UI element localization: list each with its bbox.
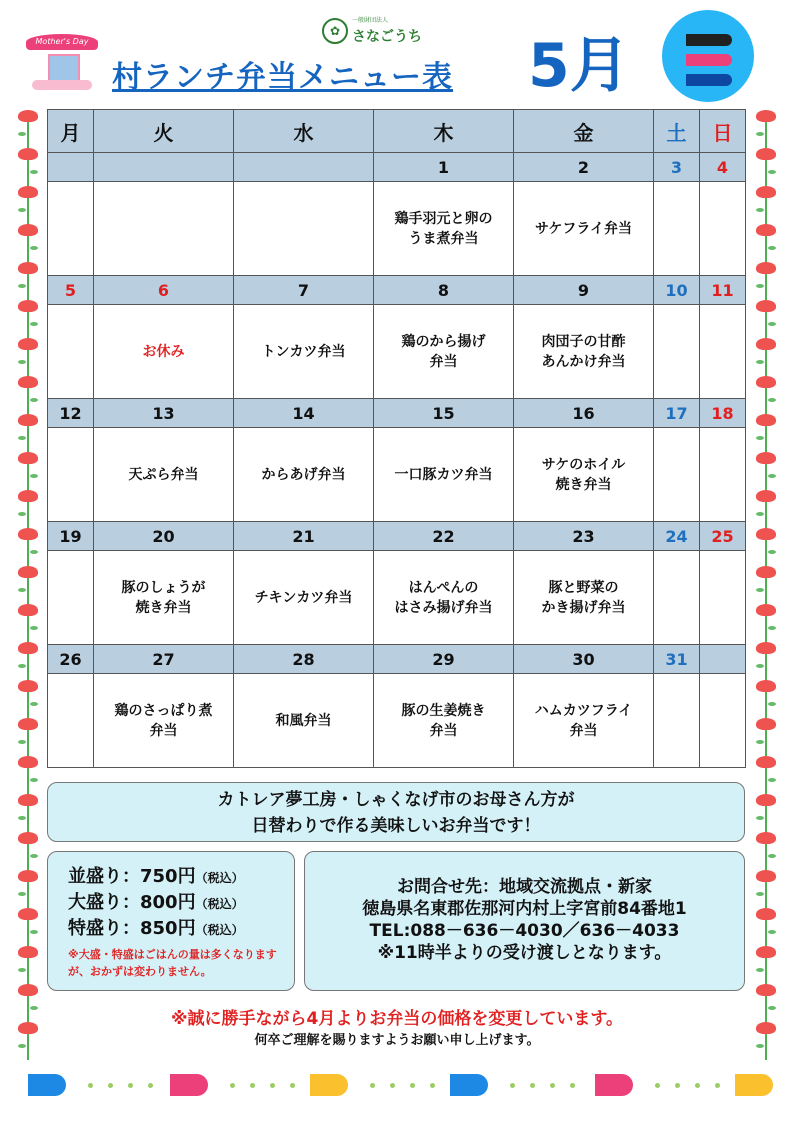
- red-carp-streamer-icon: [686, 54, 732, 66]
- carnation-icon: [18, 300, 38, 312]
- description-box: [47, 782, 745, 842]
- meal-cell: 天ぷら弁当: [94, 428, 234, 522]
- meal-cell: [700, 182, 746, 276]
- dot-icon: [88, 1083, 93, 1088]
- weekday-2: 水: [234, 110, 374, 153]
- carnation-icon: [756, 984, 776, 996]
- leaf-icon: [768, 322, 776, 326]
- dot-icon: [390, 1083, 395, 1088]
- price-label: 大盛り：: [68, 892, 140, 913]
- meal-cell: サケのホイル 焼き弁当: [514, 428, 654, 522]
- dot-icon: [250, 1083, 255, 1088]
- meal-cell: チキンカツ弁当: [234, 551, 374, 645]
- date-cell: [48, 153, 94, 182]
- contact-phone: TEL:088－636－4030／636－4033: [369, 921, 680, 941]
- carnation-icon: [18, 946, 38, 958]
- org-type-label: 一般財団法人: [352, 17, 389, 24]
- leaf-icon: [18, 360, 26, 364]
- tax-label: （税込）: [195, 871, 244, 885]
- date-cell: 8: [374, 276, 514, 305]
- carnation-icon: [756, 148, 776, 160]
- meal-cell: [48, 305, 94, 399]
- dot-icon: [530, 1083, 535, 1088]
- month-label: 5月: [528, 31, 630, 101]
- meal-cell: お休み: [94, 305, 234, 399]
- date-cell: 5: [48, 276, 94, 305]
- tax-label: （税込）: [195, 897, 244, 911]
- leaf-icon: [18, 436, 26, 440]
- leaf-icon: [768, 550, 776, 554]
- carnation-icon: [18, 110, 38, 122]
- meal-cell: [654, 305, 700, 399]
- meal-cell: 鶏手羽元と卵の うま煮弁当: [374, 182, 514, 276]
- leaf-icon: [18, 968, 26, 972]
- carnation-icon: [18, 756, 38, 768]
- leaf-icon: [18, 588, 26, 592]
- carnation-icon: [756, 528, 776, 540]
- carnation-icon: [18, 376, 38, 388]
- leaf-icon: [30, 626, 38, 630]
- leaf-icon: [756, 208, 764, 212]
- carnation-icon: [756, 224, 776, 236]
- carnation-icon: [756, 718, 776, 730]
- carnation-icon: [18, 908, 38, 920]
- leaf-icon: [756, 892, 764, 896]
- carp-streamer-icon: [28, 1074, 66, 1096]
- date-cell: 21: [234, 522, 374, 551]
- meal-cell: 鶏のさっぱり煮 弁当: [94, 674, 234, 768]
- meal-cell: [48, 674, 94, 768]
- date-cell: 2: [514, 153, 654, 182]
- weekday-4: 金: [514, 110, 654, 153]
- meal-cell: 豚の生姜焼き 弁当: [374, 674, 514, 768]
- leaf-icon: [756, 284, 764, 288]
- meal-cell: サケフライ弁当: [514, 182, 654, 276]
- carnation-icon: [18, 794, 38, 806]
- carnation-icon: [756, 262, 776, 274]
- carnation-icon: [756, 376, 776, 388]
- leaf-icon: [18, 664, 26, 668]
- leaf-icon: [768, 626, 776, 630]
- description-line-1: カトレア夢工房・しゃくなげ市のお母さん方が: [217, 790, 575, 810]
- date-cell: 25: [700, 522, 746, 551]
- blue-carp-streamer-icon: [686, 74, 732, 86]
- meal-cell: [48, 551, 94, 645]
- meal-row: [48, 428, 746, 522]
- carnation-icon: [756, 490, 776, 502]
- meal-cell: ハムカツフライ 弁当: [514, 674, 654, 768]
- carnation-icon: [756, 186, 776, 198]
- tax-label: （税込）: [195, 923, 244, 937]
- carnation-icon: [756, 794, 776, 806]
- date-cell: 17: [654, 399, 700, 428]
- dot-icon: [108, 1083, 113, 1088]
- carp-streamer-icon: [595, 1074, 633, 1096]
- date-cell: 18: [700, 399, 746, 428]
- carnation-icon: [756, 908, 776, 920]
- date-cell: 6: [94, 276, 234, 305]
- carnation-icon: [756, 832, 776, 844]
- carnation-icon: [756, 338, 776, 350]
- date-row: [48, 153, 746, 182]
- leaf-icon: [30, 322, 38, 326]
- leaf-icon: [756, 360, 764, 364]
- calendar-body: [48, 153, 746, 768]
- leaf-icon: [756, 664, 764, 668]
- price-change-notice: ※誠に勝手ながら4月よりお弁当の価格を変更しています。: [171, 1009, 623, 1029]
- meal-cell: 豚と野菜の かき揚げ弁当: [514, 551, 654, 645]
- meal-cell: はんぺんの はさみ揚げ弁当: [374, 551, 514, 645]
- carnation-icon: [756, 870, 776, 882]
- meal-row: [48, 305, 746, 399]
- carnation-icon: [756, 604, 776, 616]
- dot-icon: [715, 1083, 720, 1088]
- carnation-icon: [756, 756, 776, 768]
- carnation-icon: [18, 566, 38, 578]
- meal-cell: トンカツ弁当: [234, 305, 374, 399]
- carnation-icon: [18, 642, 38, 654]
- weekday-5: 土: [654, 110, 700, 153]
- meal-cell: [654, 428, 700, 522]
- weekday-header-row: [48, 110, 746, 153]
- meal-cell: [48, 428, 94, 522]
- meal-cell: 肉団子の甘酢 あんかけ弁当: [514, 305, 654, 399]
- dot-icon: [430, 1083, 435, 1088]
- carnation-vine-right-decoration: [754, 110, 778, 1060]
- leaf-icon: [30, 854, 38, 858]
- weekday-0: 月: [48, 110, 94, 153]
- leaf-icon: [768, 778, 776, 782]
- date-cell: 24: [654, 522, 700, 551]
- meal-cell: [48, 182, 94, 276]
- carnation-icon: [756, 110, 776, 122]
- leaf-icon: [30, 702, 38, 706]
- menu-calendar: [47, 109, 746, 768]
- price-extra-large: [68, 914, 294, 940]
- leaf-icon: [18, 132, 26, 136]
- leaf-icon: [30, 930, 38, 934]
- carnation-icon: [18, 718, 38, 730]
- meal-cell: 豚のしょうが 焼き弁当: [94, 551, 234, 645]
- flowers-icon: [32, 80, 92, 90]
- date-cell: 14: [234, 399, 374, 428]
- carnation-icon: [18, 528, 38, 540]
- leaf-icon: [756, 132, 764, 136]
- leaf-icon: [30, 778, 38, 782]
- leaf-icon: [756, 816, 764, 820]
- pickup-time-note: ※11時半よりの受け渡しとなります。: [377, 943, 672, 963]
- price-box: [47, 851, 295, 991]
- description-line-2: 日替わりで作る美味しいお弁当です！: [251, 816, 541, 836]
- date-cell: 13: [94, 399, 234, 428]
- meal-cell: からあげ弁当: [234, 428, 374, 522]
- meal-cell: [700, 674, 746, 768]
- meal-cell: [700, 305, 746, 399]
- meal-cell: [654, 551, 700, 645]
- date-cell: 9: [514, 276, 654, 305]
- price-regular: [68, 862, 294, 888]
- meal-row: [48, 551, 746, 645]
- date-cell: 22: [374, 522, 514, 551]
- leaf-icon: [756, 588, 764, 592]
- meal-cell: [700, 551, 746, 645]
- carnation-icon: [756, 414, 776, 426]
- dot-icon: [510, 1083, 515, 1088]
- date-cell: [234, 153, 374, 182]
- org-name: さなごうち: [352, 29, 422, 45]
- date-cell: 12: [48, 399, 94, 428]
- dot-icon: [128, 1083, 133, 1088]
- weekday-1: 火: [94, 110, 234, 153]
- meal-cell: [94, 182, 234, 276]
- portion-note: ※大盛・特盛はごはんの量は多くなりますが、おかずは変わりません。: [68, 948, 277, 978]
- leaf-icon: [30, 474, 38, 478]
- carnation-icon: [18, 414, 38, 426]
- carnation-icon: [756, 566, 776, 578]
- meal-cell: [234, 182, 374, 276]
- carp-streamer-icon: [310, 1074, 348, 1096]
- date-cell: 20: [94, 522, 234, 551]
- date-cell: 28: [234, 645, 374, 674]
- meal-row: [48, 674, 746, 768]
- carnation-icon: [18, 490, 38, 502]
- carnation-icon: [756, 642, 776, 654]
- carnation-icon: [756, 300, 776, 312]
- meal-cell: [654, 674, 700, 768]
- dot-icon: [148, 1083, 153, 1088]
- carnation-icon: [18, 186, 38, 198]
- price-large: [68, 888, 294, 914]
- date-cell: 15: [374, 399, 514, 428]
- carnation-icon: [18, 338, 38, 350]
- date-cell: 31: [654, 645, 700, 674]
- gift-box-icon: [48, 54, 80, 82]
- dot-icon: [655, 1083, 660, 1088]
- mothers-day-ribbon: Mother's Day: [26, 34, 98, 50]
- carnation-icon: [18, 148, 38, 160]
- leaf-icon: [18, 284, 26, 288]
- date-row: [48, 645, 746, 674]
- price-label: 並盛り：: [68, 866, 140, 887]
- carnation-icon: [756, 452, 776, 464]
- leaf-icon: [756, 740, 764, 744]
- carnation-icon: [18, 262, 38, 274]
- date-cell: 4: [700, 153, 746, 182]
- black-carp-streamer-icon: [686, 34, 732, 46]
- page-title: 村ランチ弁当メニュー表: [112, 60, 453, 95]
- leaf-icon: [756, 436, 764, 440]
- dot-icon: [270, 1083, 275, 1088]
- dot-icon: [230, 1083, 235, 1088]
- weekday-6: 日: [700, 110, 746, 153]
- price-value: 850円: [140, 918, 196, 939]
- carnation-icon: [18, 870, 38, 882]
- carnation-vine-left-decoration: [16, 110, 40, 1060]
- price-label: 特盛り：: [68, 918, 140, 939]
- date-cell: 1: [374, 153, 514, 182]
- contact-address: 徳島県名東郡佐那河内村上字宮前84番地1: [362, 899, 687, 919]
- leaf-icon: [768, 854, 776, 858]
- koinobori-circle-icon: [662, 10, 754, 102]
- carnation-icon: [18, 604, 38, 616]
- price-value: 750円: [140, 866, 196, 887]
- leaf-icon: [18, 892, 26, 896]
- meal-cell: 鶏のから揚げ 弁当: [374, 305, 514, 399]
- dot-icon: [570, 1083, 575, 1088]
- date-cell: 10: [654, 276, 700, 305]
- dot-icon: [550, 1083, 555, 1088]
- carnation-icon: [18, 680, 38, 692]
- leaf-icon: [18, 816, 26, 820]
- leaf-icon: [30, 170, 38, 174]
- dot-icon: [370, 1083, 375, 1088]
- meal-row: [48, 182, 746, 276]
- carnation-icon: [18, 452, 38, 464]
- carnation-icon: [18, 832, 38, 844]
- date-row: [48, 276, 746, 305]
- leaf-icon: [768, 170, 776, 174]
- date-cell: [700, 645, 746, 674]
- date-cell: 3: [654, 153, 700, 182]
- date-cell: [94, 153, 234, 182]
- koinobori-footer-decoration: [20, 1070, 780, 1100]
- carnation-icon: [756, 946, 776, 958]
- leaf-icon: [756, 968, 764, 972]
- date-cell: 26: [48, 645, 94, 674]
- meal-cell: 一口豚カツ弁当: [374, 428, 514, 522]
- leaf-icon: [30, 246, 38, 250]
- dot-icon: [290, 1083, 295, 1088]
- leaf-icon: [18, 740, 26, 744]
- date-cell: 16: [514, 399, 654, 428]
- leaf-icon: [18, 512, 26, 516]
- date-cell: 19: [48, 522, 94, 551]
- price-value: 800円: [140, 892, 196, 913]
- contact-box: [304, 851, 745, 991]
- date-cell: 27: [94, 645, 234, 674]
- meal-cell: [700, 428, 746, 522]
- leaf-icon: [756, 512, 764, 516]
- carnation-icon: [18, 224, 38, 236]
- carnation-icon: [756, 680, 776, 692]
- leaf-icon: [30, 398, 38, 402]
- leaf-logo-icon: ✿: [322, 18, 348, 44]
- date-cell: 7: [234, 276, 374, 305]
- meal-cell: 和風弁当: [234, 674, 374, 768]
- date-cell: 23: [514, 522, 654, 551]
- contact-name: お問合せ先：地域交流拠点・新家: [397, 877, 652, 897]
- date-row: [48, 522, 746, 551]
- leaf-icon: [768, 246, 776, 250]
- leaf-icon: [768, 474, 776, 478]
- apology-note: 何卒ご理解を賜りますようお願い申し上げます。: [254, 1033, 540, 1048]
- leaf-icon: [30, 550, 38, 554]
- meal-cell: [654, 182, 700, 276]
- leaf-icon: [18, 208, 26, 212]
- mothers-day-badge: [22, 30, 102, 94]
- leaf-icon: [768, 398, 776, 402]
- leaf-icon: [768, 702, 776, 706]
- organization-logo: [322, 12, 432, 46]
- leaf-icon: [768, 930, 776, 934]
- dot-icon: [410, 1083, 415, 1088]
- carp-streamer-icon: [735, 1074, 773, 1096]
- date-cell: 30: [514, 645, 654, 674]
- carnation-icon: [18, 984, 38, 996]
- date-cell: 29: [374, 645, 514, 674]
- date-row: [48, 399, 746, 428]
- dot-icon: [695, 1083, 700, 1088]
- dot-icon: [675, 1083, 680, 1088]
- weekday-3: 木: [374, 110, 514, 153]
- carp-streamer-icon: [450, 1074, 488, 1096]
- date-cell: 11: [700, 276, 746, 305]
- carp-streamer-icon: [170, 1074, 208, 1096]
